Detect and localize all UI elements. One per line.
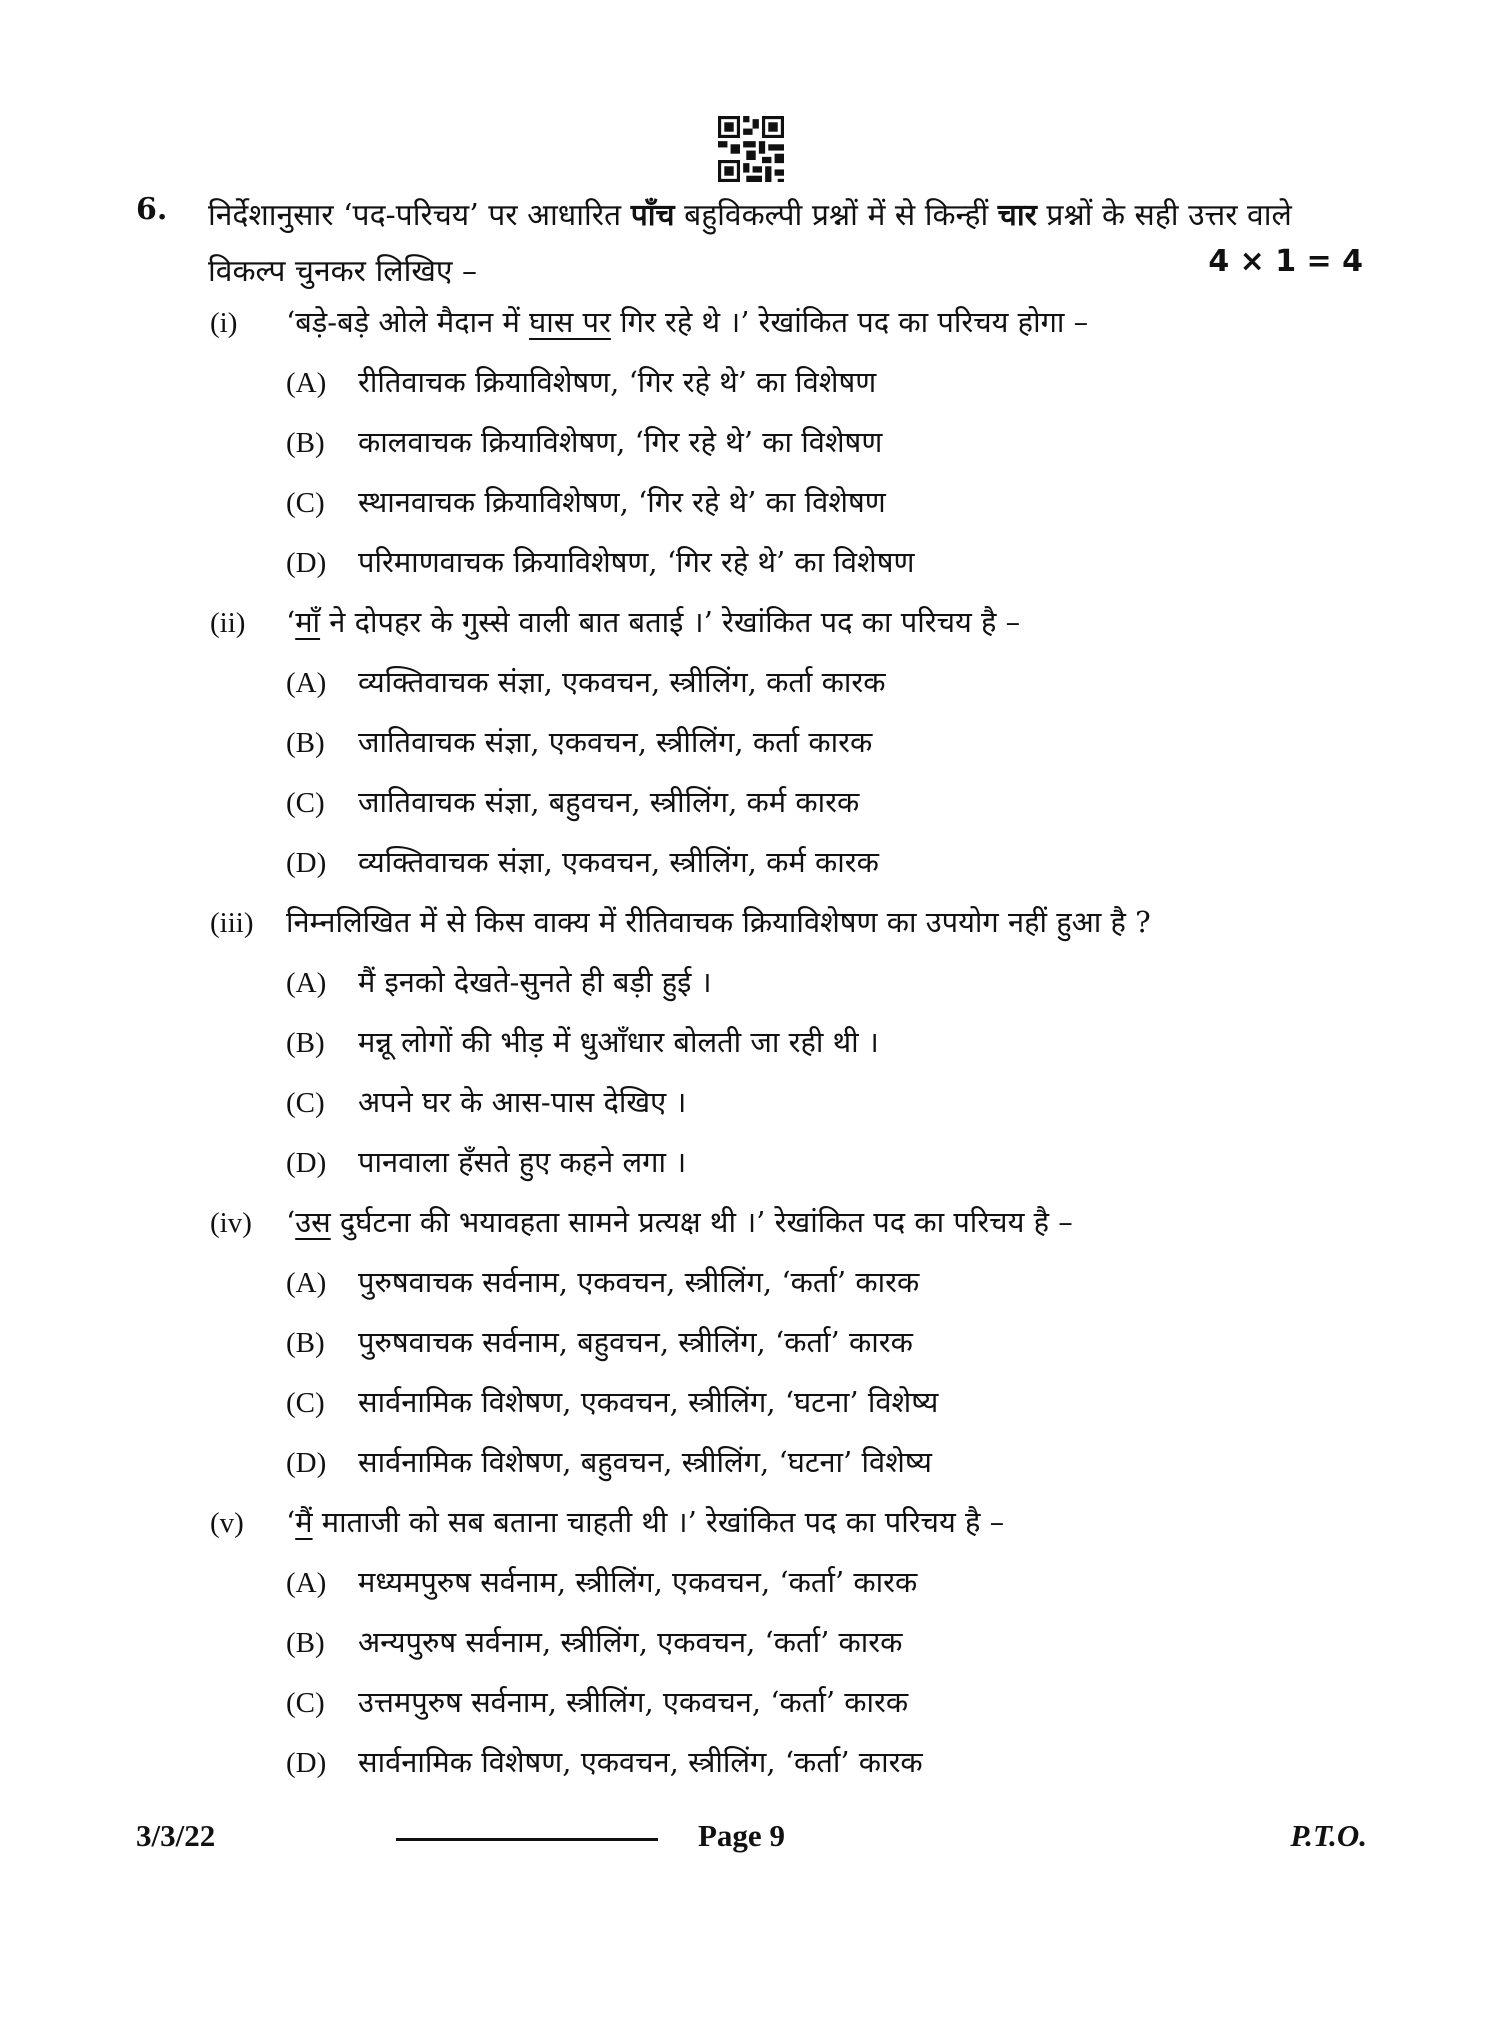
stem-text-after: माताजी को सब बताना चाहती थी ।’ रेखांकित पद का परिचय है – (312, 1505, 1005, 1539)
instruction-bold-five: पाँच (630, 198, 675, 233)
option-letter: (D) (286, 1147, 327, 1179)
option (210, 1432, 1370, 1492)
option-text: मैं इनको देखते-सुनते ही बड़ी हुई । (358, 965, 712, 999)
option-text: मध्यमपुरुष सर्वनाम, स्त्रीलिंग, एकवचन, ‘कर्ता’ कारक (358, 1565, 918, 1599)
question-instruction (208, 188, 1368, 300)
option-text: रीतिवाचक क्रियाविशेषण, ‘गिर रहे थे’ का विशेषण (358, 365, 877, 399)
option-letter: (B) (286, 1627, 325, 1659)
option (210, 1312, 1370, 1372)
option (210, 832, 1370, 892)
option-letter: (D) (286, 547, 327, 579)
option-letter: (B) (286, 1327, 325, 1359)
option (210, 472, 1370, 532)
option-text: सार्वनामिक विशेषण, बहुवचन, स्त्रीलिंग, ‘घटना’ विशेष्य (358, 1445, 932, 1479)
option-letter: (D) (286, 1447, 327, 1479)
underlined-word: माँ (295, 605, 321, 639)
option-letter: (A) (286, 667, 327, 699)
subquestion-stem (210, 292, 1370, 352)
underlined-word: उस (295, 1205, 331, 1239)
question-number: 6. (136, 192, 168, 227)
option-letter: (B) (286, 1027, 325, 1059)
option (210, 712, 1370, 772)
option (210, 1732, 1370, 1792)
subquestion-number: (iii) (210, 907, 254, 939)
option-letter: (C) (286, 1087, 325, 1119)
option-letter: (C) (286, 487, 325, 519)
option-letter: (C) (286, 787, 325, 819)
footer-divider (396, 1838, 658, 1841)
option-text: व्यक्तिवाचक संज्ञा, एकवचन, स्त्रीलिंग, कर्म कारक (358, 845, 879, 879)
paper-code: 3/3/22 (136, 1818, 216, 1853)
subquestion (210, 892, 1370, 1192)
option-text: व्यक्तिवाचक संज्ञा, एकवचन, स्त्रीलिंग, कर्ता कारक (358, 665, 886, 699)
option-text: पानवाला हँसते हुए कहने लगा । (358, 1145, 687, 1179)
option-text: जातिवाचक संज्ञा, बहुवचन, स्त्रीलिंग, कर्म कारक (358, 785, 860, 819)
option-text: पुरुषवाचक सर्वनाम, बहुवचन, स्त्रीलिंग, ‘कर्ता’ कारक (358, 1325, 913, 1359)
option-text: मन्नू लोगों की भीड़ में धुआँधार बोलती जा रही थी । (358, 1025, 879, 1059)
option-letter: (B) (286, 727, 325, 759)
page-number: Page 9 (698, 1818, 785, 1853)
subquestion-number: (ii) (210, 607, 246, 639)
option-text: पुरुषवाचक सर्वनाम, एकवचन, स्त्रीलिंग, ‘कर्ता’ कारक (358, 1265, 920, 1299)
stem-text: ‘बड़े-बड़े ओले मैदान में (286, 305, 530, 339)
option (210, 412, 1370, 472)
option (210, 352, 1370, 412)
subquestion-list (210, 292, 1370, 1792)
option-text: अन्यपुरुष सर्वनाम, स्त्रीलिंग, एकवचन, ‘कर्ता’ कारक (358, 1625, 903, 1659)
option-text: जातिवाचक संज्ञा, एकवचन, स्त्रीलिंग, कर्ता कारक (358, 725, 873, 759)
option-text: कालवाचक क्रियाविशेषण, ‘गिर रहे थे’ का विशेषण (358, 425, 883, 459)
option-text: सार्वनामिक विशेषण, एकवचन, स्त्रीलिंग, ‘कर्ता’ कारक (358, 1745, 923, 1779)
stem-text: ‘ (286, 1205, 296, 1239)
stem-text: निम्नलिखित में से किस वाक्य में रीतिवाचक क्रियाविशेषण का उपयोग नहीं हुआ है ? (286, 905, 1151, 939)
subquestion-stem (210, 1192, 1370, 1252)
subquestion-stem (210, 592, 1370, 652)
option (210, 1132, 1370, 1192)
instruction-suffix: प्रश्नों के सही उत्तर वाले विकल्प चुनकर लिखिए – (208, 198, 1292, 289)
stem-text: ‘ (286, 605, 296, 639)
option (210, 1372, 1370, 1432)
subquestion-stem (210, 892, 1370, 952)
option-letter: (D) (286, 847, 327, 879)
stem-text-after: ने दोपहर के गुस्से वाली बात बताई ।’ रेखांकित पद का परिचय है – (320, 605, 1021, 639)
instruction-bold-four: चार (997, 198, 1037, 233)
instruction-mid: बहुविकल्पी प्रश्नों में से किन्हीं (674, 198, 998, 233)
option-letter: (B) (286, 427, 325, 459)
qr-code-icon (718, 116, 784, 182)
stem-text: ‘ (286, 1505, 296, 1539)
option (210, 1012, 1370, 1072)
option (210, 1072, 1370, 1132)
subquestion (210, 1492, 1370, 1792)
subquestion-number: (iv) (210, 1207, 252, 1239)
option (210, 1612, 1370, 1672)
subquestion (210, 1192, 1370, 1492)
subquestion-number: (i) (210, 307, 238, 339)
option-letter: (A) (286, 967, 327, 999)
subquestion (210, 292, 1370, 592)
option-text: सार्वनामिक विशेषण, एकवचन, स्त्रीलिंग, ‘घटना’ विशेष्य (358, 1385, 939, 1419)
subquestion-number: (v) (210, 1507, 244, 1539)
marks-allocation: 4 × 1 = 4 (1208, 244, 1363, 279)
option (210, 1672, 1370, 1732)
page-footer (0, 1810, 1505, 1860)
stem-text-after: गिर रहे थे ।’ रेखांकित पद का परिचय होगा – (610, 305, 1089, 339)
option (210, 1552, 1370, 1612)
subquestion (210, 592, 1370, 892)
option-text: अपने घर के आस-पास देखिए । (358, 1085, 687, 1119)
option-letter: (A) (286, 1267, 327, 1299)
option-letter: (C) (286, 1387, 325, 1419)
subquestion-stem (210, 1492, 1370, 1552)
underlined-word: घास पर (529, 305, 611, 339)
option (210, 532, 1370, 592)
option-letter: (D) (286, 1747, 327, 1779)
option-letter: (C) (286, 1687, 325, 1719)
option (210, 952, 1370, 1012)
option-text: उत्तमपुरुष सर्वनाम, स्त्रीलिंग, एकवचन, ‘कर्ता’ कारक (358, 1685, 909, 1719)
option-letter: (A) (286, 1567, 327, 1599)
option (210, 772, 1370, 832)
option-text: स्थानवाचक क्रियाविशेषण, ‘गिर रहे थे’ का विशेषण (358, 485, 886, 519)
stem-text-after: दुर्घटना की भयावहता सामने प्रत्यक्ष थी ।’ रेखांकित पद का परिचय है – (330, 1205, 1073, 1239)
option-letter: (A) (286, 367, 327, 399)
underlined-word: मैं (295, 1505, 313, 1539)
pto-label: P.T.O. (1290, 1818, 1367, 1853)
option (210, 652, 1370, 712)
option-text: परिमाणवाचक क्रियाविशेषण, ‘गिर रहे थे’ का विशेषण (358, 545, 915, 579)
instruction-prefix: निर्देशानुसार ‘पद-परिचय’ पर आधारित (208, 198, 631, 233)
option (210, 1252, 1370, 1312)
